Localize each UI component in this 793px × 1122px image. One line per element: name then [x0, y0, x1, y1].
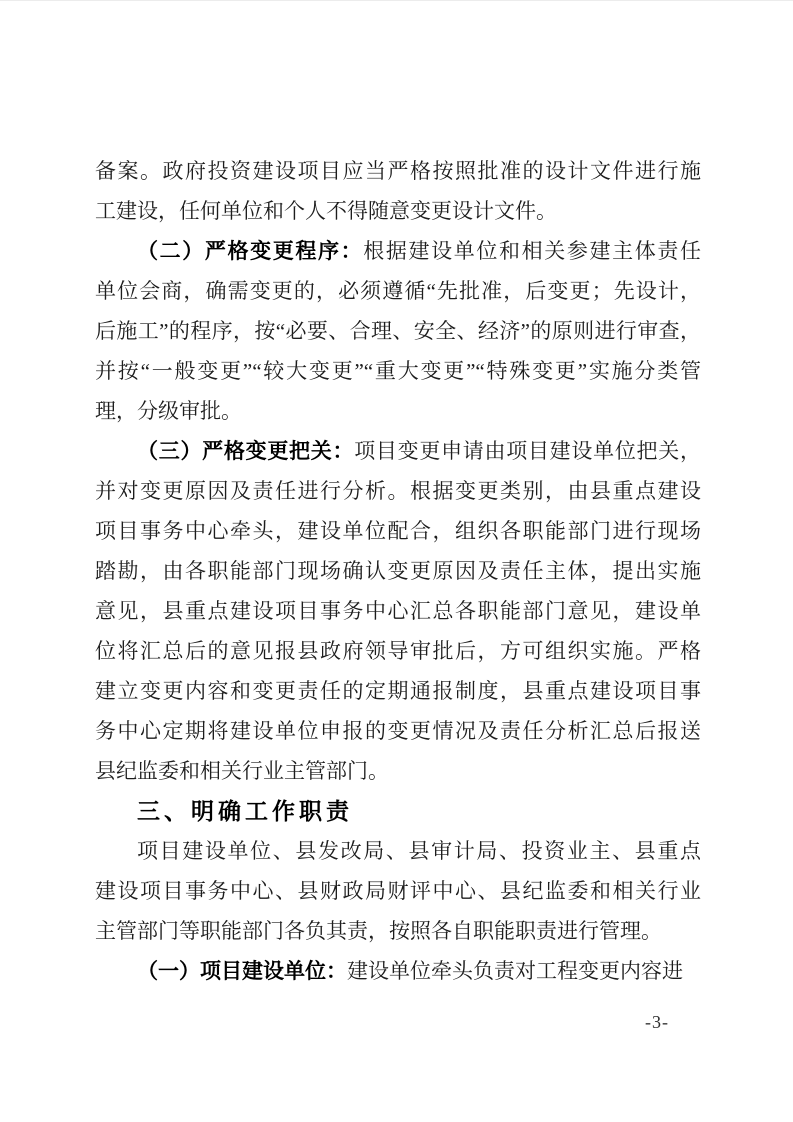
body-line — [95, 191, 701, 231]
body-text: 位将汇总后的意见报县政府领导审批后，方可组织实施。严格 — [95, 639, 701, 663]
body-text: 主管部门等职能部门各负其责，按照各自职能职责进行管理。 — [95, 919, 662, 943]
body-line — [95, 231, 701, 271]
body-line — [95, 671, 701, 711]
document-body — [95, 151, 701, 991]
body-text: 建设单位牵头负责对工程变更内容进 — [347, 959, 683, 983]
body-text: 意见，县重点建设项目事务中心汇总各职能部门意见，建设单 — [95, 599, 701, 623]
body-text: 项目建设单位、县发改局、县审计局、投资业主、县重点 — [137, 839, 701, 863]
paragraph-item-2 — [95, 231, 701, 431]
page-number: -3- — [645, 1012, 669, 1032]
body-line — [95, 751, 701, 791]
paragraph-departments — [95, 831, 701, 951]
body-text: 项目事务中心牵头，建设单位配合，组织各职能部门进行现场 — [95, 519, 701, 543]
body-text: 县纪监委和相关行业主管部门。 — [95, 759, 389, 783]
paragraph-item-3 — [95, 431, 701, 791]
body-line — [95, 471, 701, 511]
body-line — [95, 311, 701, 351]
section-heading: 三、明确工作职责 — [137, 798, 353, 824]
body-text: 后施工”的程序，按“必要、合理、安全、经济”的原则进行审查， — [95, 319, 701, 343]
body-line — [95, 711, 701, 751]
body-text: 建立变更内容和变更责任的定期通报制度，县重点建设项目事 — [95, 679, 701, 703]
body-text: 单位会商，确需变更的，必须遵循“先批准，后变更；先设计， — [95, 279, 701, 303]
run-in-heading: （二）严格变更程序： — [137, 239, 364, 263]
run-in-heading: （三）严格变更把关： — [137, 439, 355, 463]
body-line — [95, 151, 701, 191]
paragraph-continuation — [95, 151, 701, 231]
body-line — [95, 271, 701, 311]
body-text: 建设项目事务中心、县财政局财评中心、县纪监委和相关行业 — [95, 879, 701, 903]
body-text: 根据建设单位和相关参建主体责任 — [363, 239, 701, 263]
body-line — [95, 351, 701, 391]
body-line — [95, 631, 701, 671]
body-line — [95, 391, 701, 431]
body-line — [95, 551, 701, 591]
body-line — [95, 591, 701, 631]
body-text: 项目变更申请由项目建设单位把关， — [354, 439, 702, 463]
body-line — [95, 911, 701, 951]
paragraph-item-1 — [95, 951, 701, 991]
body-text: 踏勘，由各职能部门现场确认变更原因及责任主体，提出实施 — [95, 559, 701, 583]
body-line — [95, 431, 701, 471]
body-text: 并按“一般变更”“较大变更”“重大变更”“特殊变更”实施分类管 — [95, 359, 701, 383]
body-line — [95, 951, 701, 991]
body-text: 备案。政府投资建设项目应当严格按照批准的设计文件进行施 — [95, 159, 701, 183]
run-in-heading: （一）项目建设单位： — [137, 959, 347, 983]
body-line — [95, 831, 701, 871]
body-text: 务中心定期将建设单位申报的变更情况及责任分析汇总后报送 — [95, 719, 701, 743]
body-line — [95, 871, 701, 911]
body-line — [95, 511, 701, 551]
body-text: 理，分级审批。 — [95, 399, 242, 423]
body-text: 并对变更原因及责任进行分析。根据变更类别，由县重点建设 — [95, 479, 701, 503]
body-text: 工建设，任何单位和个人不得随意变更设计文件。 — [95, 199, 557, 223]
